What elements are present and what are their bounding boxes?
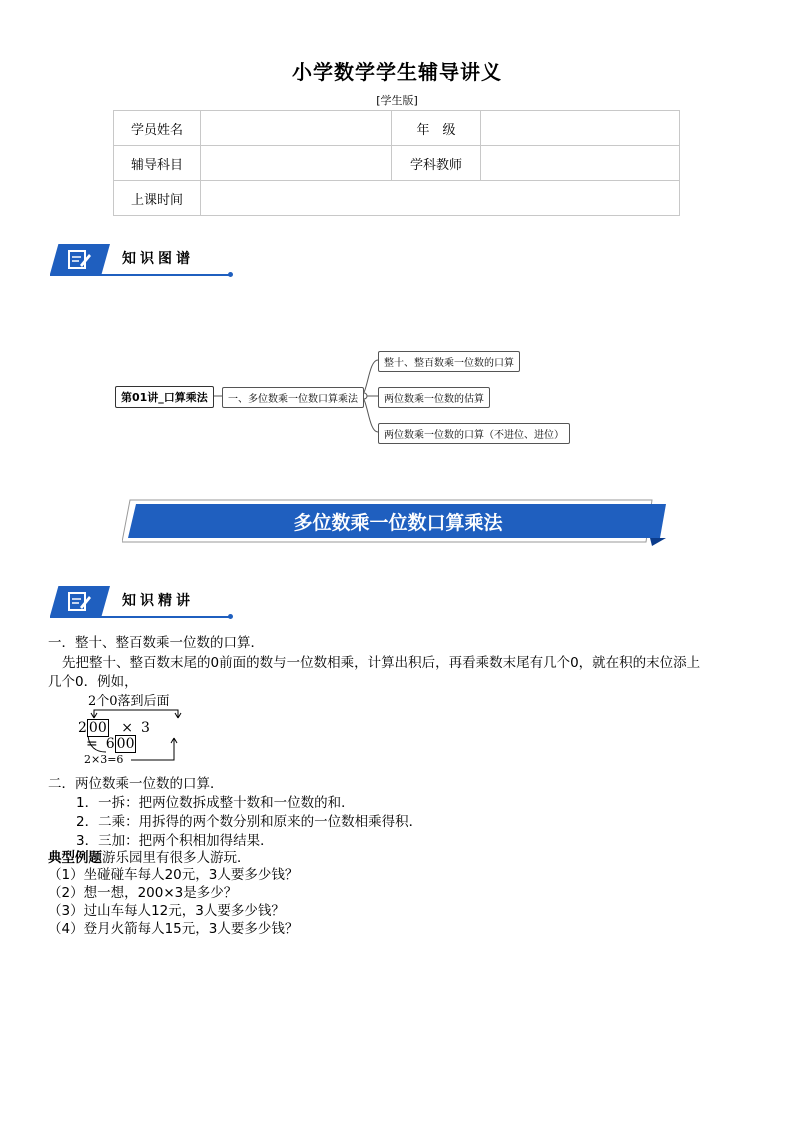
- example-b: 3: [140, 720, 150, 736]
- mindmap-leaf: 两位数乘一位数的估算: [378, 387, 490, 408]
- example-intro: 游乐园里有很多人游玩．: [102, 850, 251, 866]
- section-banner-lecture: [50, 586, 250, 620]
- page-title: 小学数学学生辅导讲义: [292, 60, 502, 84]
- p2-step: 1．一拆：把两位数拆成整十数和一位数的和．: [76, 795, 355, 811]
- example-times: ×: [121, 720, 133, 736]
- example-label: 典型例题: [48, 850, 102, 866]
- mindmap-branch: 一、多位数乘一位数口算乘法: [222, 387, 364, 408]
- subject-field[interactable]: [201, 146, 392, 181]
- banner-dot: [228, 272, 233, 277]
- edit-note-icon: [68, 248, 92, 270]
- p1-heading: 一．整十、整百数乘一位数的口算．: [48, 635, 264, 651]
- section-label: 知识精讲: [122, 593, 194, 609]
- mindmap-leaf: 两位数乘一位数的口算（不进位、进位）: [378, 423, 570, 444]
- page-subtitle: [学生版]: [376, 94, 418, 107]
- mindmap-root: 第01讲_口算乘法: [115, 386, 214, 408]
- topic-title: 多位数乘一位数口算乘法: [293, 512, 503, 534]
- example-calc: 2×3=6: [84, 753, 124, 766]
- example-eq: =: [86, 736, 98, 752]
- question: （1）坐碰碰车每人20元，3人要多少钱？: [48, 867, 299, 883]
- grade-label: 年 级: [392, 111, 481, 146]
- banner-underline: [50, 616, 230, 618]
- section-label: 知识图谱: [122, 251, 194, 267]
- example-diagram: [76, 690, 196, 770]
- student-name-field[interactable]: [201, 111, 392, 146]
- teacher-label: 学科教师: [392, 146, 481, 181]
- topic-title-banner: [128, 500, 668, 540]
- p2-heading: 二．两位数乘一位数的口算．: [48, 776, 224, 792]
- question: （4）登月火箭每人15元，3人要多少钱？: [48, 921, 299, 937]
- p1-line2: 几个0．例如，: [48, 674, 138, 690]
- subject-label: 辅导科目: [114, 146, 201, 181]
- example-c-zeros: 00: [116, 736, 135, 752]
- banner-dot: [228, 614, 233, 619]
- time-field[interactable]: [201, 181, 680, 216]
- time-label: 上课时间: [114, 181, 201, 216]
- teacher-field[interactable]: [481, 146, 680, 181]
- question: （3）过山车每人12元，3人要多少钱？: [48, 903, 285, 919]
- grade-field[interactable]: [481, 111, 680, 146]
- mindmap-leaf: 整十、整百数乘一位数的口算: [378, 351, 520, 372]
- info-table: [113, 110, 680, 216]
- example-c: 6: [105, 736, 115, 752]
- section-banner-knowledge-map: [50, 244, 250, 278]
- student-name-label: 学员姓名: [114, 111, 201, 146]
- example-a: 2: [78, 720, 87, 736]
- p2-step: 2．二乘：用拆得的两个数分别和原来的一位数相乘得积．: [76, 814, 423, 830]
- example-equation: [78, 720, 196, 752]
- p1-line1: 先把整十、整百数末尾的0前面的数与一位数相乘，计算出积后，再看乘数末尾有几个0，就在积的末位添上: [62, 655, 701, 671]
- example-a-zeros: 00: [88, 720, 107, 736]
- example-note: 2个0落到后面: [88, 694, 170, 709]
- p2-step: 3．三加：把两个积相加得结果．: [76, 833, 274, 849]
- edit-note-icon: [68, 590, 92, 612]
- question: （2）想一想，200×3是多少？: [48, 885, 238, 901]
- banner-underline: [50, 274, 230, 276]
